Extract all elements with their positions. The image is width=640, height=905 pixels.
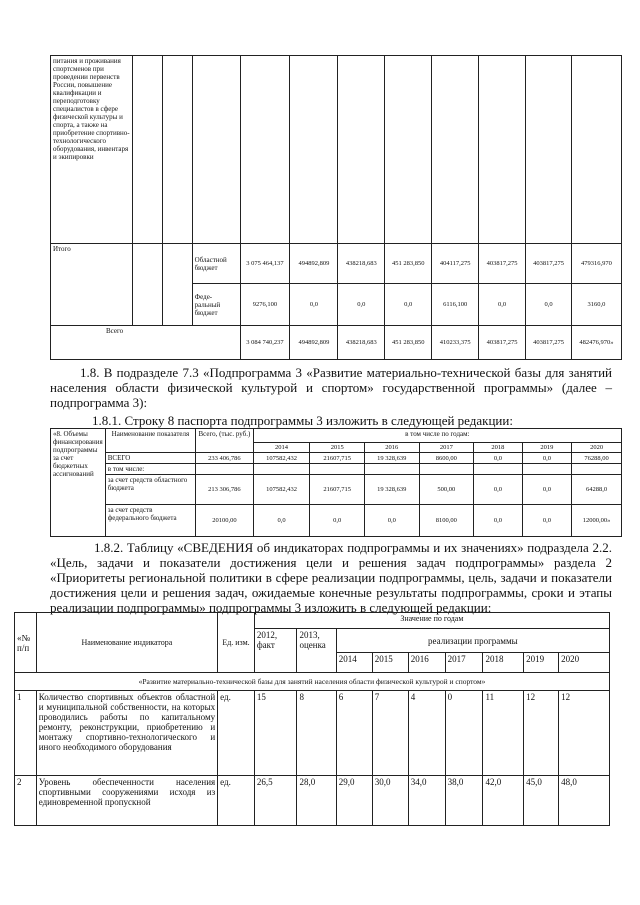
passport-cell: 0,0	[522, 453, 572, 464]
passport-total: 20100,00	[196, 505, 254, 537]
passport-cell: 19 328,639	[365, 475, 420, 505]
section-title: «Развитие материально-технической базы для занятий населения области физической культурой и спортом»	[15, 673, 610, 691]
indicator-value: 12	[524, 691, 559, 776]
year-header: 2018	[474, 443, 523, 453]
passport-cell: 64288,0	[572, 475, 622, 505]
passport-cell: 0,0	[310, 505, 365, 537]
indicator-value: 0	[445, 691, 483, 776]
header-2012: 2012, факт	[254, 629, 297, 673]
indicator-value: 26,5	[254, 776, 297, 826]
indicator-value: 34,0	[408, 776, 445, 826]
federal-value: 0,0	[479, 284, 526, 326]
header-2013: 2013, оценка	[297, 629, 336, 673]
vsego-value: 482476,970»	[571, 326, 621, 360]
indicator-value: 30,0	[372, 776, 408, 826]
indicator-unit: ед.	[218, 691, 255, 776]
indicator-unit: ед.	[218, 776, 255, 826]
oblast-value: 494892,809	[290, 244, 338, 284]
oblast-value: 438218,683	[338, 244, 385, 284]
year-header: 2018	[483, 653, 524, 673]
year-header: 2014	[336, 653, 372, 673]
passport-cell: 107582,432	[253, 475, 310, 505]
passport-cell: 8600,00	[419, 453, 474, 464]
year-header: 2015	[372, 653, 408, 673]
year-header: 2017	[445, 653, 483, 673]
passport-cell: 76288,00	[572, 453, 622, 464]
federal-value: 9276,100	[240, 284, 290, 326]
oblast-value: 404117,275	[432, 244, 479, 284]
passport-cell: 107582,432	[253, 453, 310, 464]
federal-value: 3160,0	[571, 284, 621, 326]
federal-value: 0,0	[338, 284, 385, 326]
year-header: 2016	[365, 443, 420, 453]
year-header: 2015	[310, 443, 365, 453]
federal-value: 0,0	[385, 284, 432, 326]
passport-header-name: Наименование показателя	[105, 429, 195, 453]
indicator-name: Уровень обеспеченности населения спортивными сооружениями исходя из единовременной пропускной	[36, 776, 217, 826]
vsego-value: 494892,809	[290, 326, 338, 360]
row-number: 1	[15, 691, 37, 776]
year-header: 2020	[559, 653, 610, 673]
passport-cell: 12000,00»	[572, 505, 622, 537]
oblast-value: 479316,970	[571, 244, 621, 284]
passport-cell: 0,0	[474, 453, 523, 464]
indicator-value: 45,0	[524, 776, 559, 826]
passport-cell: 0,0	[365, 505, 420, 537]
oblast-value: 451 283,850	[385, 244, 432, 284]
indicator-value: 11	[483, 691, 524, 776]
passport-header-total: Всего, (тыс. руб.)	[196, 429, 254, 453]
year-header: 2020	[572, 443, 622, 453]
passport-header-years: в том числе по годам:	[253, 429, 621, 443]
header-indicator-name: Наименование индикатора	[36, 613, 217, 673]
header-num: «№ п/п	[15, 613, 37, 673]
federal-value: 6116,100	[432, 284, 479, 326]
row-number: 2	[15, 776, 37, 826]
year-header: 2016	[408, 653, 445, 673]
oblast-budget-label: Областной бюджет	[192, 244, 240, 284]
passport-row-name: ВСЕГО	[105, 453, 195, 464]
passport-cell: 21607,715	[310, 453, 365, 464]
passport-cell: 0,0	[474, 505, 523, 537]
indicator-name: Количество спортивных объектов областной и муниципальной собственности, на которых проводились работы по капитальному ремонту, реконструкции, приобретению и монтажу спортивно-технологического и иного необходимого оборудования	[36, 691, 217, 776]
federal-budget-label: Феде-ральный бюджет	[192, 284, 240, 326]
paragraph-1-8-1: 1.8.1. Строку 8 паспорта подпрограммы 3 изложить в следующей редакции:	[92, 413, 513, 428]
vsego-label: Всего	[51, 326, 241, 360]
passport-row-name: за счет средств федерального бюджета	[105, 505, 195, 537]
financing-table-continued	[50, 55, 622, 360]
vsego-value: 403817,275	[526, 326, 572, 360]
vsego-value: 451 283,850	[385, 326, 432, 360]
header-unit: Ед. изм.	[218, 613, 255, 673]
header-values: Значение по годам	[254, 613, 609, 629]
measure-description: питания и проживания спортсменов при проведении первенств России, повышение квалификации и переподготовку специалистов в сфере физической культуры и спорта, а также на приобретение спортивно-технологического оборудования, инвентаря и экипировки	[51, 56, 133, 244]
passport-row-label: «8. Объемы финансирования подпрограммы за счет бюджетных ассигнований	[51, 429, 106, 537]
vsego-value: 438218,683	[338, 326, 385, 360]
passport-cell: 500,00	[419, 475, 474, 505]
itogo-label: Итого	[51, 244, 133, 326]
vsego-value: 410233,375	[432, 326, 479, 360]
oblast-value: 403817,275	[526, 244, 572, 284]
indicator-value: 4	[408, 691, 445, 776]
federal-value: 0,0	[526, 284, 572, 326]
passport-cell: 19 328,639	[365, 453, 420, 464]
indicator-value: 28,0	[297, 776, 336, 826]
indicator-value: 48,0	[559, 776, 610, 826]
indicator-value: 15	[254, 691, 297, 776]
oblast-value: 3 075 464,137	[240, 244, 290, 284]
year-header: 2014	[253, 443, 310, 453]
year-header: 2019	[522, 443, 572, 453]
passport-total: 213 306,786	[196, 475, 254, 505]
passport-cell: 21607,715	[310, 475, 365, 505]
vsego-value: 403817,275	[479, 326, 526, 360]
year-header: 2017	[419, 443, 474, 453]
indicator-value: 7	[372, 691, 408, 776]
passport-cell: 0,0	[522, 505, 572, 537]
vsego-value: 3 084 740,237	[240, 326, 290, 360]
indicator-value: 29,0	[336, 776, 372, 826]
header-realization: реализации программы	[336, 629, 609, 653]
indicator-value: 12	[559, 691, 610, 776]
year-header: 2019	[524, 653, 559, 673]
indicators-table	[14, 612, 610, 826]
indicator-value: 42,0	[483, 776, 524, 826]
paragraph-1-8: 1.8. В подразделе 7.3 «Подпрограмма 3 «Развитие материально-технической базы для занятий населения области физической культурой и спортом» государственной программы» (далее – подпрограмма 3):	[50, 365, 612, 410]
passport-row-name: за счет средств областного бюджета	[105, 475, 195, 505]
passport-row-name: в том числе:	[105, 464, 195, 475]
federal-value: 0,0	[290, 284, 338, 326]
passport-total: 233 406,786	[196, 453, 254, 464]
indicator-value: 6	[336, 691, 372, 776]
passport-cell: 8100,00	[419, 505, 474, 537]
paragraph-1-8-2: 1.8.2. Таблицу «СВЕДЕНИЯ об индикаторах подпрограммы и их значениях» подраздела 2.2. «Цель, задачи и показатели достижения цели и решения задач подпрограммы» раздела 2 «Приоритеты региональной политики в сфере реализации подпрограммы, цель, задачи и показатели достижения цели и решения задач, ожидаемые конечные результаты подпрограммы, сроки и этапы реализации подпрограммы» подпрограммы 3 изложить в следующей редакции:	[50, 540, 612, 615]
passport-cell: 0,0	[253, 505, 310, 537]
indicator-value: 38,0	[445, 776, 483, 826]
passport-row-8-table	[50, 428, 622, 537]
passport-cell: 0,0	[474, 475, 523, 505]
passport-cell: 0,0	[522, 475, 572, 505]
oblast-value: 403817,275	[479, 244, 526, 284]
indicator-value: 8	[297, 691, 336, 776]
